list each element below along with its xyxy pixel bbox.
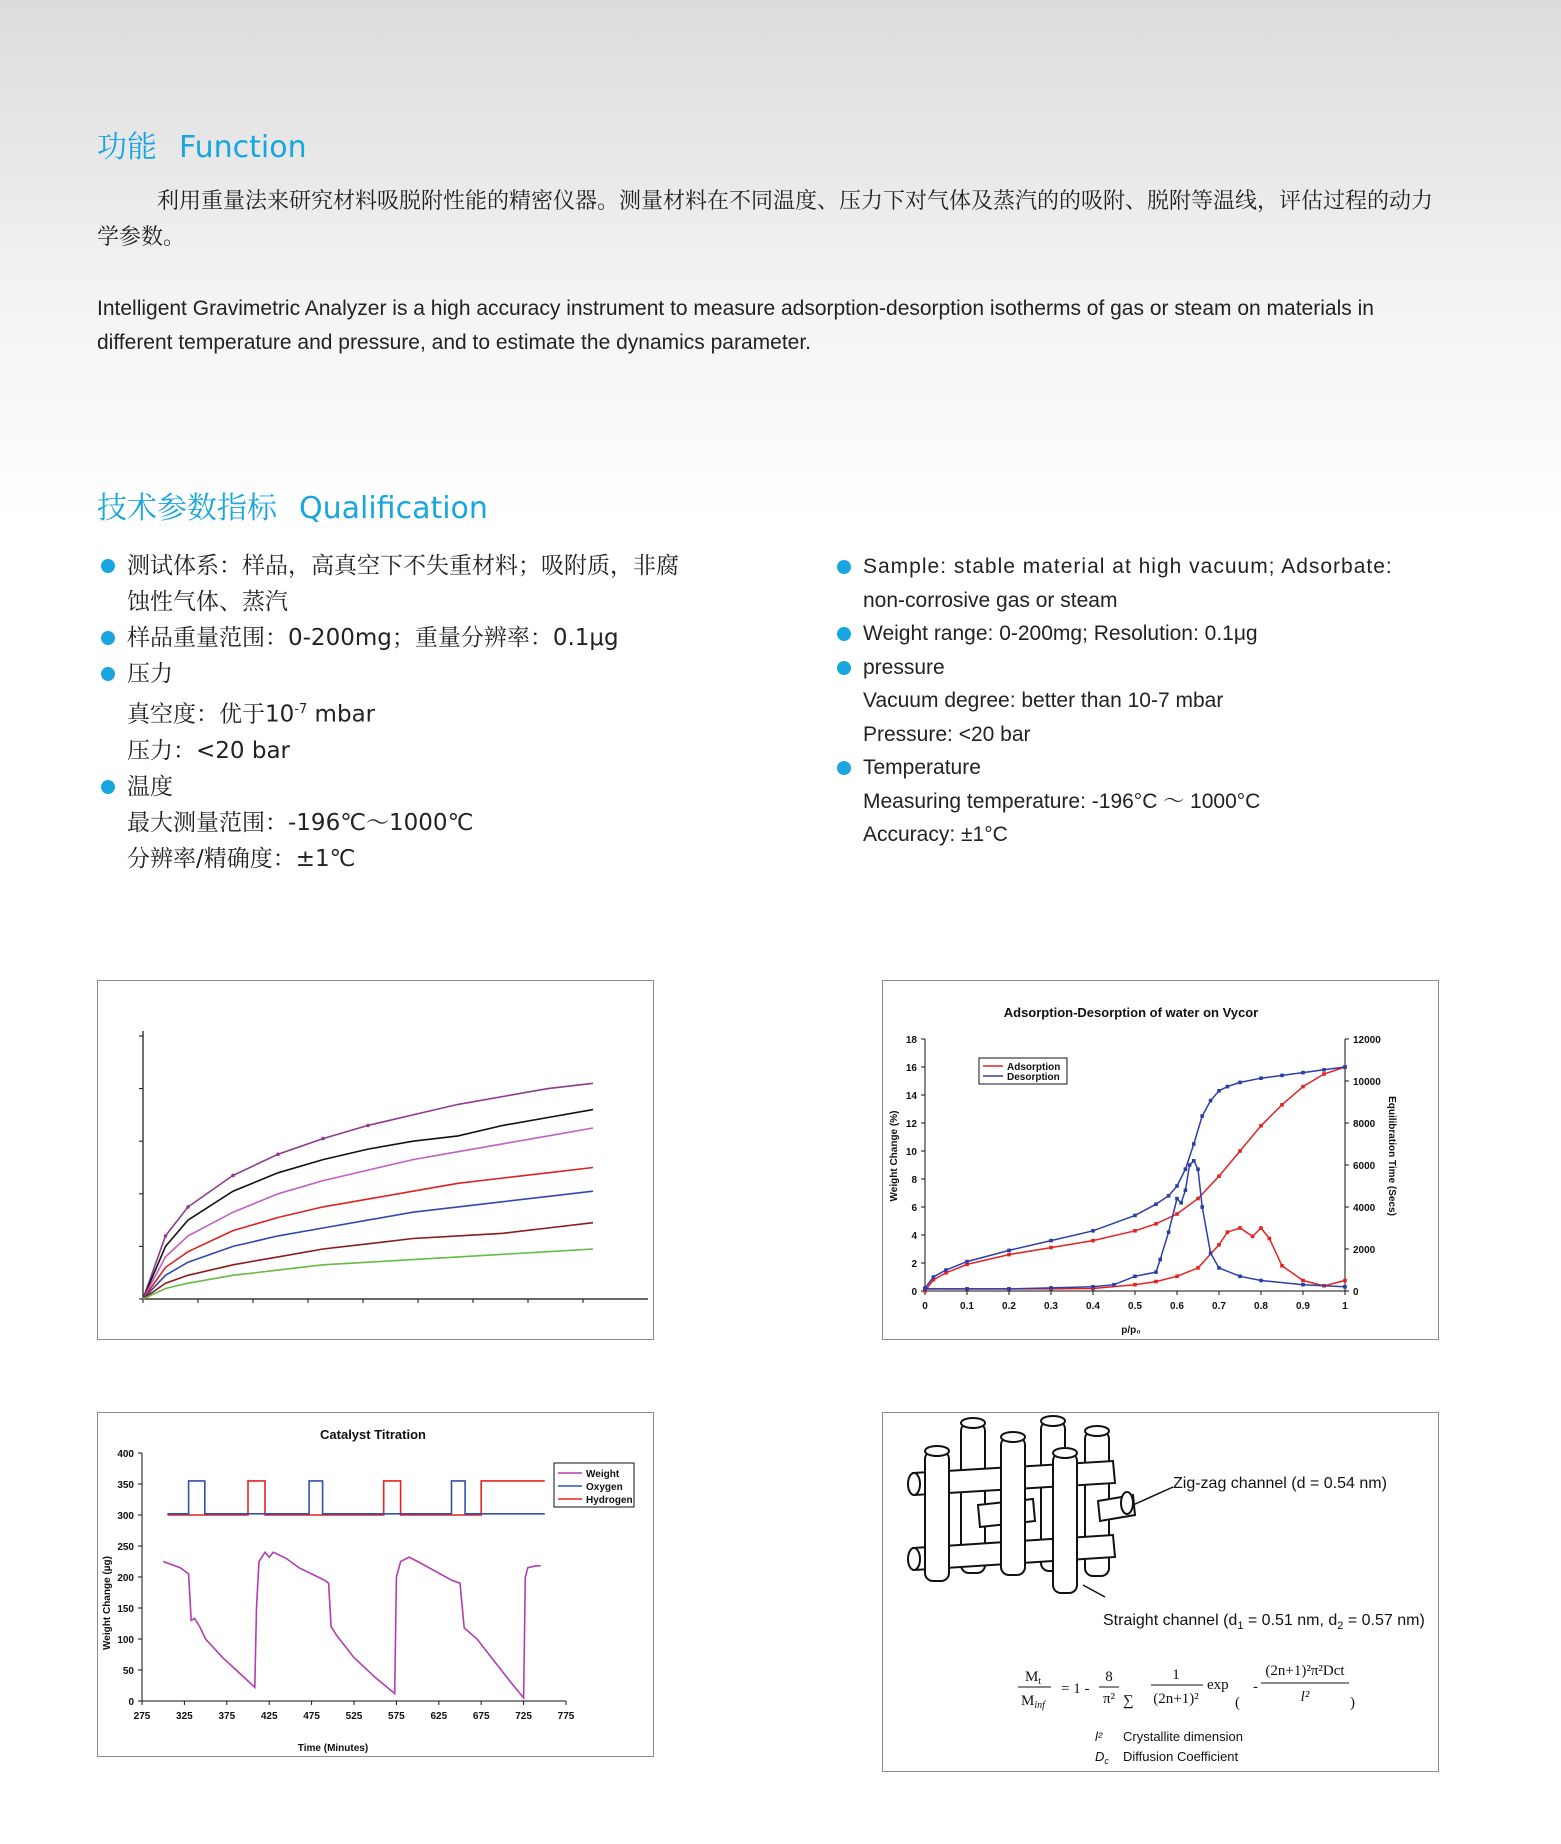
kinetics-chart-panel bbox=[97, 980, 654, 1340]
legend-label: Desorption bbox=[1007, 1072, 1060, 1083]
data-point bbox=[965, 1260, 969, 1264]
x-tick-label: 0 bbox=[922, 1301, 928, 1312]
series-line bbox=[925, 1067, 1345, 1288]
data-point bbox=[1251, 1235, 1255, 1239]
series-line bbox=[167, 1481, 544, 1514]
qualification-line: Measuring temperature: -196°C ～ 1000°C bbox=[863, 789, 1261, 813]
function-heading-zh: 功能 bbox=[97, 130, 157, 165]
legend-dc: D bbox=[1095, 1749, 1105, 1764]
x-tick-label: 575 bbox=[388, 1711, 405, 1722]
data-point bbox=[1322, 1072, 1326, 1076]
data-point bbox=[1175, 1197, 1179, 1201]
formula-minus: - bbox=[1253, 1679, 1258, 1695]
data-point bbox=[1301, 1279, 1305, 1283]
vycor-chart bbox=[883, 981, 1438, 1339]
data-point bbox=[1175, 1212, 1179, 1216]
data-point bbox=[1259, 1279, 1263, 1283]
data-point bbox=[1184, 1188, 1188, 1192]
y-tick-label: 250 bbox=[117, 1542, 134, 1553]
y-tick-label: 8 bbox=[911, 1175, 917, 1186]
data-point bbox=[164, 1234, 168, 1238]
x-tick-label: 475 bbox=[303, 1711, 320, 1722]
kinetics-chart bbox=[98, 981, 653, 1339]
series-line bbox=[167, 1481, 544, 1515]
data-point bbox=[1301, 1071, 1305, 1075]
data-point bbox=[1188, 1163, 1192, 1167]
straight-label bbox=[1103, 1612, 1425, 1632]
formula-lhs-den bbox=[1021, 1693, 1046, 1711]
x-tick-label: 0.2 bbox=[1002, 1301, 1016, 1312]
x-tick-label: 325 bbox=[176, 1711, 193, 1722]
x-axis-label: Time (Minutes) bbox=[297, 1743, 369, 1754]
qualification-line: Temperature bbox=[863, 756, 981, 779]
data-point bbox=[1209, 1251, 1213, 1255]
formula-sum: ∑ bbox=[1123, 1693, 1134, 1709]
data-point bbox=[1175, 1184, 1179, 1188]
data-point bbox=[1049, 1286, 1053, 1290]
formula-lhs-num bbox=[1025, 1669, 1041, 1687]
formula-e-den: l² bbox=[1300, 1689, 1310, 1705]
pillar-top bbox=[1053, 1448, 1077, 1458]
data-point bbox=[1217, 1243, 1221, 1247]
zigzag-label: Zig-zag channel (d = 0.54 nm) bbox=[1173, 1475, 1387, 1492]
qualification-line: Sample: stable material at high vacuum; Adsorbate: bbox=[863, 555, 1393, 578]
data-point bbox=[1158, 1258, 1162, 1262]
data-point bbox=[1196, 1266, 1200, 1270]
data-point bbox=[1133, 1214, 1137, 1218]
bullet-dot bbox=[101, 667, 115, 681]
straight-label-part: Straight channel (d bbox=[1103, 1612, 1238, 1629]
data-point bbox=[321, 1137, 325, 1141]
data-point bbox=[1091, 1239, 1095, 1243]
data-point bbox=[186, 1205, 190, 1209]
data-point bbox=[1133, 1275, 1137, 1279]
qualification-item-en bbox=[833, 617, 1453, 651]
data-point bbox=[1301, 1283, 1305, 1287]
bullet-dot bbox=[837, 627, 851, 641]
data-point bbox=[1200, 1205, 1204, 1209]
data-point bbox=[1238, 1081, 1242, 1085]
qualification-line: 分辨率/精确度：±1℃ bbox=[127, 845, 356, 872]
y2-tick-label: 6000 bbox=[1353, 1161, 1376, 1172]
series-line bbox=[143, 1191, 593, 1299]
function-text-zh: 利用重量法来研究材料吸脱附性能的精密仪器。测量材料在不同温度、压力下对气体及蒸汽的的吸附、脱附等温线，评估过程的动力学参数。 bbox=[97, 189, 1434, 250]
titration-chart bbox=[98, 1413, 653, 1756]
data-point bbox=[1167, 1230, 1171, 1234]
qualification-line: 压力 bbox=[127, 661, 173, 687]
series-line bbox=[925, 1161, 1345, 1289]
y-tick-label: 400 bbox=[117, 1449, 134, 1460]
formula-s-den: (2n+1)² bbox=[1153, 1691, 1199, 1707]
data-point bbox=[1200, 1114, 1204, 1118]
x-axis-label: p/p₀ bbox=[1121, 1325, 1141, 1336]
qualification-line: Vacuum degree: better than 10-7 mbar bbox=[863, 689, 1224, 712]
formula-c-num: 8 bbox=[1105, 1669, 1113, 1685]
data-point bbox=[1343, 1285, 1347, 1289]
data-point bbox=[1217, 1174, 1221, 1178]
y-tick-label: 0 bbox=[911, 1287, 917, 1298]
data-point bbox=[1217, 1266, 1221, 1270]
y-tick-label: 6 bbox=[911, 1203, 917, 1214]
legend-dc-sub: c bbox=[1104, 1756, 1109, 1766]
data-point bbox=[1179, 1201, 1183, 1205]
qualification-heading bbox=[97, 483, 488, 527]
straight-label-part: = 0.51 nm, d bbox=[1243, 1612, 1338, 1629]
tube-end bbox=[908, 1473, 920, 1495]
formula-s-num: 1 bbox=[1172, 1667, 1180, 1683]
data-point bbox=[1259, 1124, 1263, 1128]
tube-end bbox=[908, 1548, 920, 1570]
data-point bbox=[366, 1124, 370, 1128]
bullet-dot bbox=[101, 780, 115, 794]
data-point bbox=[1133, 1283, 1137, 1287]
y-tick-label: 18 bbox=[905, 1035, 917, 1046]
data-point bbox=[1154, 1270, 1158, 1274]
y-tick-label: 16 bbox=[905, 1063, 917, 1074]
data-point bbox=[1343, 1065, 1347, 1069]
data-point bbox=[1007, 1249, 1011, 1253]
formula-paren: ( bbox=[1235, 1695, 1240, 1711]
data-point bbox=[1154, 1202, 1158, 1206]
diffusion-formula bbox=[1018, 1663, 1355, 1711]
formula-eq: = 1 - bbox=[1061, 1681, 1090, 1697]
data-point bbox=[1192, 1159, 1196, 1163]
data-point bbox=[1167, 1194, 1171, 1198]
data-point bbox=[1192, 1142, 1196, 1146]
legend-label: Adsorption bbox=[1007, 1062, 1061, 1073]
data-point bbox=[1238, 1149, 1242, 1153]
data-point bbox=[1175, 1275, 1179, 1279]
data-point bbox=[1259, 1226, 1263, 1230]
series-line bbox=[143, 1128, 593, 1299]
data-point bbox=[1196, 1167, 1200, 1171]
y-tick-label: 2 bbox=[911, 1259, 917, 1270]
x-tick-label: 775 bbox=[557, 1711, 575, 1722]
qualification-item-zh bbox=[97, 656, 737, 769]
pillar bbox=[1053, 1453, 1077, 1593]
pillar bbox=[1001, 1437, 1025, 1575]
formula-sym: M bbox=[1021, 1693, 1035, 1709]
data-point bbox=[1301, 1085, 1305, 1089]
pillar-top bbox=[961, 1418, 985, 1428]
pillar-top bbox=[1085, 1426, 1109, 1436]
qualification-line: 最大测量范围：-196℃～1000℃ bbox=[127, 809, 474, 836]
qualification-line: Pressure: <20 bar bbox=[863, 722, 1031, 746]
y-tick-label: 4 bbox=[911, 1231, 917, 1242]
data-point bbox=[932, 1275, 936, 1279]
qualification-item-zh bbox=[97, 620, 737, 656]
x-tick-label: 0.4 bbox=[1086, 1301, 1100, 1312]
qualification-item-en bbox=[833, 651, 1453, 752]
data-point bbox=[1268, 1237, 1272, 1241]
data-point bbox=[1007, 1253, 1011, 1257]
qualification-line bbox=[127, 692, 737, 733]
legend-label: Oxygen bbox=[586, 1482, 623, 1493]
formula-e-num: (2n+1)²π²Dct bbox=[1265, 1663, 1345, 1679]
data-point bbox=[923, 1287, 927, 1291]
x-tick-label: 0.8 bbox=[1254, 1301, 1268, 1312]
vycor-chart-panel bbox=[882, 980, 1439, 1340]
data-point bbox=[1238, 1275, 1242, 1279]
pillar-top bbox=[1041, 1416, 1065, 1426]
x-tick-label: 0.7 bbox=[1212, 1301, 1226, 1312]
bullet-dot bbox=[837, 761, 851, 775]
qualification-line: 温度 bbox=[127, 773, 173, 800]
data-point bbox=[231, 1174, 235, 1178]
straight-sub: 2 bbox=[1337, 1620, 1344, 1632]
data-point bbox=[1049, 1246, 1053, 1250]
legend-label: Hydrogen bbox=[586, 1495, 633, 1506]
y2-tick-label: 12000 bbox=[1353, 1035, 1381, 1046]
function-heading-en: Function bbox=[179, 130, 307, 165]
qualification-line: non-corrosive gas or steam bbox=[863, 588, 1118, 612]
data-point bbox=[1226, 1230, 1230, 1234]
bullet-dot bbox=[837, 560, 851, 574]
series-line bbox=[143, 1223, 593, 1299]
zigzag-pointer bbox=[1133, 1487, 1173, 1505]
data-point bbox=[1280, 1103, 1284, 1107]
y-tick-label: 50 bbox=[122, 1666, 134, 1677]
vacuum-exponent: -7 bbox=[294, 702, 308, 717]
formula-c-den: π² bbox=[1102, 1691, 1116, 1707]
data-point bbox=[1196, 1197, 1200, 1201]
qualification-item-zh bbox=[97, 548, 737, 620]
qualification-item-en bbox=[833, 550, 1453, 617]
data-point bbox=[1133, 1229, 1137, 1233]
legend-l2-text: Crystallite dimension bbox=[1123, 1729, 1243, 1744]
titration-chart-panel bbox=[97, 1412, 654, 1757]
y-axis-label: Weight Change (%) bbox=[889, 1110, 900, 1202]
data-point bbox=[1049, 1239, 1053, 1243]
zeolite-channel-illustration bbox=[908, 1416, 1135, 1593]
formula-sym: M bbox=[1024, 1669, 1039, 1685]
y-tick-label: 0 bbox=[128, 1697, 134, 1708]
y-tick-label: 200 bbox=[117, 1573, 134, 1584]
qualification-line: Accuracy: ±1°C bbox=[863, 823, 1008, 846]
qualification-line: pressure bbox=[863, 655, 945, 679]
data-point bbox=[1112, 1283, 1116, 1287]
vacuum-prefix: 真空度：优于10 bbox=[127, 701, 295, 728]
legend-symbol-dc bbox=[1095, 1749, 1109, 1766]
tube-end bbox=[1121, 1492, 1133, 1514]
y2-tick-label: 4000 bbox=[1353, 1203, 1376, 1214]
y-axis-label: Weight Change (µg) bbox=[102, 1556, 113, 1650]
data-point bbox=[1280, 1074, 1284, 1078]
qualification-item-zh bbox=[97, 769, 737, 877]
y-tick-label: 10 bbox=[905, 1147, 917, 1158]
x-tick-label: 1 bbox=[1342, 1301, 1348, 1312]
series-line bbox=[143, 1249, 593, 1299]
y2-axis-label: Equilibration Time (Secs) bbox=[1386, 1096, 1397, 1216]
data-point bbox=[1184, 1167, 1188, 1171]
formula-sub: inf bbox=[1034, 1700, 1045, 1711]
x-tick-label: 0.5 bbox=[1128, 1301, 1142, 1312]
series-line bbox=[925, 1067, 1345, 1291]
x-tick-label: 0.9 bbox=[1296, 1301, 1310, 1312]
chart-title: Catalyst Titration bbox=[320, 1427, 426, 1442]
x-tick-label: 0.6 bbox=[1170, 1301, 1184, 1312]
function-heading bbox=[97, 122, 307, 166]
qualification-heading-en: Qualification bbox=[299, 491, 488, 526]
y-tick-label: 350 bbox=[117, 1480, 134, 1491]
chart-title: Adsorption-Desorption of water on Vycor bbox=[1003, 1005, 1259, 1020]
zeolite-diagram bbox=[883, 1413, 1438, 1771]
y-tick-label: 14 bbox=[905, 1091, 917, 1102]
qualification-list-en bbox=[833, 550, 1453, 852]
y2-tick-label: 10000 bbox=[1353, 1077, 1381, 1088]
data-point bbox=[1091, 1229, 1095, 1233]
y-tick-label: 12 bbox=[905, 1119, 917, 1130]
y2-tick-label: 8000 bbox=[1353, 1119, 1376, 1130]
x-tick-label: 675 bbox=[472, 1711, 490, 1722]
data-point bbox=[1259, 1076, 1263, 1080]
y-tick-label: 100 bbox=[117, 1635, 134, 1646]
data-point bbox=[965, 1287, 969, 1291]
qualification-heading-zh: 技术参数指标 bbox=[97, 491, 277, 526]
y-tick-label: 300 bbox=[117, 1511, 134, 1522]
data-point bbox=[1217, 1089, 1221, 1093]
y-tick-label: 150 bbox=[117, 1604, 134, 1615]
bullet-dot bbox=[101, 631, 115, 645]
qualification-line: Weight range: 0-200mg; Resolution: 0.1μg bbox=[863, 622, 1258, 645]
straight-sub: 1 bbox=[1237, 1620, 1244, 1632]
bullet-dot bbox=[101, 559, 115, 573]
data-point bbox=[1154, 1222, 1158, 1226]
x-tick-label: 0.3 bbox=[1044, 1301, 1058, 1312]
data-point bbox=[276, 1153, 280, 1157]
data-point bbox=[1091, 1285, 1095, 1289]
data-point bbox=[944, 1268, 948, 1272]
qualification-list-zh bbox=[97, 548, 737, 877]
legend-label: Weight bbox=[586, 1469, 620, 1480]
x-tick-label: 525 bbox=[345, 1711, 363, 1722]
x-tick-label: 425 bbox=[260, 1711, 278, 1722]
y2-tick-label: 0 bbox=[1353, 1287, 1359, 1298]
x-tick-label: 375 bbox=[218, 1711, 236, 1722]
x-tick-label: 625 bbox=[430, 1711, 448, 1722]
qualification-line: 蚀性气体、蒸汽 bbox=[127, 589, 288, 615]
x-tick-label: 0.1 bbox=[960, 1301, 974, 1312]
series-line bbox=[143, 1083, 593, 1299]
qualification-item-en bbox=[833, 751, 1453, 852]
legend-dc-text: Diffusion Coefficient bbox=[1123, 1749, 1239, 1764]
pillar-top bbox=[925, 1446, 949, 1456]
formula-sub: t bbox=[1038, 1676, 1042, 1687]
straight-label-part: = 0.57 nm) bbox=[1343, 1612, 1425, 1629]
function-text-en: Intelligent Gravimetric Analyzer is a high accuracy instrument to measure adsorption-desorption isotherms of gas or steam on materials in different temperature and pressure, and to estimate the dynamics parameter. bbox=[97, 297, 1374, 354]
qualification-line: 测试体系：样品，高真空下不失重材料；吸附质，非腐 bbox=[127, 553, 679, 579]
qualification-line: 压力：<20 bar bbox=[127, 737, 290, 764]
formula-paren: ) bbox=[1350, 1695, 1355, 1711]
data-point bbox=[1209, 1099, 1213, 1103]
data-point bbox=[1007, 1287, 1011, 1291]
zeolite-diagram-panel bbox=[882, 1412, 1439, 1772]
formula-exp: exp bbox=[1207, 1677, 1229, 1693]
data-point bbox=[1343, 1279, 1347, 1283]
legend-symbol-l2: l² bbox=[1095, 1729, 1103, 1744]
bullet-dot bbox=[837, 661, 851, 675]
data-point bbox=[1280, 1264, 1284, 1268]
data-point bbox=[1226, 1085, 1230, 1089]
series-line bbox=[925, 1228, 1345, 1289]
qualification-line: 样品重量范围：0-200mg；重量分辨率：0.1μg bbox=[127, 625, 619, 651]
data-point bbox=[1322, 1068, 1326, 1072]
series-line bbox=[163, 1552, 540, 1698]
data-point bbox=[1154, 1280, 1158, 1284]
pillar-top bbox=[1001, 1432, 1025, 1442]
y2-tick-label: 2000 bbox=[1353, 1245, 1376, 1256]
straight-pointer bbox=[1083, 1585, 1105, 1597]
vacuum-suffix: mbar bbox=[307, 701, 376, 728]
x-tick-label: 275 bbox=[133, 1711, 151, 1722]
x-tick-label: 725 bbox=[515, 1711, 532, 1722]
data-point bbox=[1238, 1226, 1242, 1230]
pillar bbox=[925, 1451, 949, 1581]
